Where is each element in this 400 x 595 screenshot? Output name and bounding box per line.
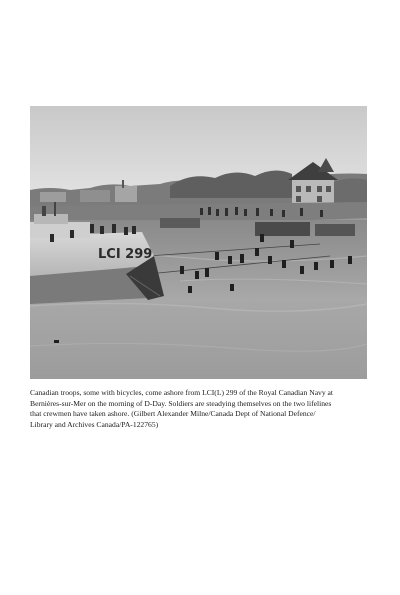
- caption-line: that crewmen have taken ashore. (Gilbert Alexander Milne/Canada Dept of National Defence/: [30, 409, 316, 419]
- caption-line: Bernières-sur-Mer on the morning of D-Day. Soldiers are steadying themselves on the two lifelines: [30, 398, 332, 408]
- historical-photograph: [30, 106, 367, 379]
- photo-caption: [30, 388, 370, 430]
- hull-number: LCI 299: [98, 247, 153, 262]
- photo-illustration: [30, 106, 367, 379]
- caption-line: Library and Archives Canada/PA-122765): [30, 419, 159, 429]
- caption-line: Canadian troops, some with bicycles, come ashore from LCI(L) 299 of the Royal Canadian Navy at: [30, 388, 334, 397]
